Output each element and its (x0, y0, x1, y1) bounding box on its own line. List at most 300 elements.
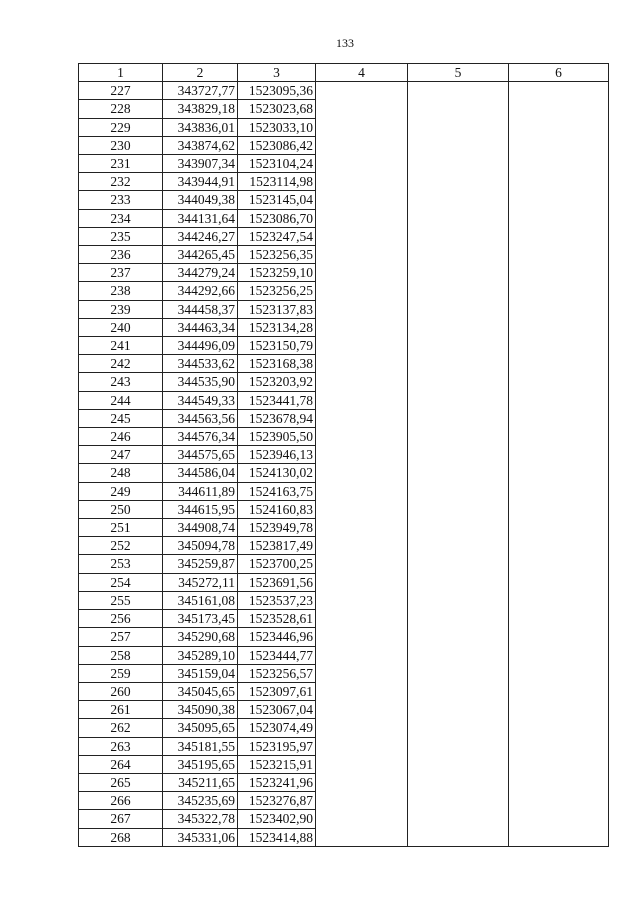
empty-cell-col6 (509, 519, 609, 537)
empty-cell-col4 (316, 155, 408, 173)
y-coordinate-cell: 1523104,24 (238, 155, 316, 173)
empty-cell-col5 (408, 792, 509, 810)
empty-cell-col4 (316, 610, 408, 628)
table-row (79, 282, 609, 300)
table-row (79, 409, 609, 427)
empty-cell-col6 (509, 591, 609, 609)
point-number-cell: 243 (79, 373, 163, 391)
point-number-cell: 253 (79, 555, 163, 573)
empty-cell-col5 (408, 282, 509, 300)
y-coordinate-cell: 1523195,97 (238, 737, 316, 755)
point-number-cell: 244 (79, 391, 163, 409)
column-header-3: 3 (238, 64, 316, 82)
empty-cell-col4 (316, 482, 408, 500)
y-coordinate-cell: 1523215,91 (238, 755, 316, 773)
point-number-cell: 260 (79, 682, 163, 700)
y-coordinate-cell: 1523134,28 (238, 318, 316, 336)
x-coordinate-cell: 344279,24 (163, 264, 238, 282)
table-row (79, 300, 609, 318)
table-row (79, 209, 609, 227)
table-row (79, 391, 609, 409)
empty-cell-col6 (509, 155, 609, 173)
y-coordinate-cell: 1523402,90 (238, 810, 316, 828)
empty-cell-col6 (509, 573, 609, 591)
empty-cell-col5 (408, 755, 509, 773)
table-row (79, 701, 609, 719)
empty-cell-col4 (316, 573, 408, 591)
y-coordinate-cell: 1523441,78 (238, 391, 316, 409)
table-row (79, 573, 609, 591)
point-number-cell: 232 (79, 173, 163, 191)
empty-cell-col5 (408, 828, 509, 846)
empty-cell-col5 (408, 610, 509, 628)
empty-cell-col6 (509, 537, 609, 555)
x-coordinate-cell: 345161,08 (163, 591, 238, 609)
point-number-cell: 267 (79, 810, 163, 828)
empty-cell-col4 (316, 664, 408, 682)
column-header-6: 6 (509, 64, 609, 82)
point-number-cell: 233 (79, 191, 163, 209)
empty-cell-col6 (509, 664, 609, 682)
empty-cell-col6 (509, 428, 609, 446)
empty-cell-col6 (509, 136, 609, 154)
x-coordinate-cell: 344049,38 (163, 191, 238, 209)
table-row (79, 500, 609, 518)
y-coordinate-cell: 1523168,38 (238, 355, 316, 373)
table-row (79, 446, 609, 464)
empty-cell-col4 (316, 391, 408, 409)
empty-cell-col4 (316, 591, 408, 609)
point-number-cell: 264 (79, 755, 163, 773)
empty-cell-col4 (316, 519, 408, 537)
empty-cell-col6 (509, 209, 609, 227)
empty-cell-col5 (408, 209, 509, 227)
empty-cell-col5 (408, 337, 509, 355)
x-coordinate-cell: 344246,27 (163, 227, 238, 245)
table-row (79, 482, 609, 500)
point-number-cell: 262 (79, 719, 163, 737)
y-coordinate-cell: 1523678,94 (238, 409, 316, 427)
y-coordinate-cell: 1523241,96 (238, 773, 316, 791)
point-number-cell: 261 (79, 701, 163, 719)
y-coordinate-cell: 1523446,96 (238, 628, 316, 646)
point-number-cell: 242 (79, 355, 163, 373)
empty-cell-col5 (408, 519, 509, 537)
x-coordinate-cell: 343836,01 (163, 118, 238, 136)
empty-cell-col6 (509, 500, 609, 518)
table-row (79, 555, 609, 573)
empty-cell-col5 (408, 373, 509, 391)
empty-cell-col4 (316, 100, 408, 118)
x-coordinate-cell: 345045,65 (163, 682, 238, 700)
empty-cell-col6 (509, 300, 609, 318)
x-coordinate-cell: 345195,65 (163, 755, 238, 773)
x-coordinate-cell: 345322,78 (163, 810, 238, 828)
empty-cell-col6 (509, 355, 609, 373)
page-number: 133 (336, 36, 354, 50)
y-coordinate-cell: 1523086,42 (238, 136, 316, 154)
empty-cell-col6 (509, 755, 609, 773)
x-coordinate-cell: 344575,65 (163, 446, 238, 464)
empty-cell-col5 (408, 100, 509, 118)
empty-cell-col6 (509, 737, 609, 755)
x-coordinate-cell: 343829,18 (163, 100, 238, 118)
empty-cell-col4 (316, 701, 408, 719)
empty-cell-col5 (408, 464, 509, 482)
y-coordinate-cell: 1523691,56 (238, 573, 316, 591)
empty-cell-col4 (316, 300, 408, 318)
table-row (79, 664, 609, 682)
empty-cell-col5 (408, 409, 509, 427)
empty-cell-col4 (316, 409, 408, 427)
point-number-cell: 257 (79, 628, 163, 646)
empty-cell-col4 (316, 537, 408, 555)
empty-cell-col6 (509, 682, 609, 700)
empty-cell-col5 (408, 719, 509, 737)
x-coordinate-cell: 345173,45 (163, 610, 238, 628)
x-coordinate-cell: 344611,89 (163, 482, 238, 500)
empty-cell-col5 (408, 773, 509, 791)
point-number-cell: 250 (79, 500, 163, 518)
x-coordinate-cell: 345235,69 (163, 792, 238, 810)
empty-cell-col4 (316, 810, 408, 828)
point-number-cell: 231 (79, 155, 163, 173)
table-row (79, 100, 609, 118)
empty-cell-col6 (509, 100, 609, 118)
empty-cell-col5 (408, 173, 509, 191)
coordinates-table (78, 63, 609, 847)
point-number-cell: 235 (79, 227, 163, 245)
y-coordinate-cell: 1523700,25 (238, 555, 316, 573)
table-row (79, 355, 609, 373)
table-row (79, 537, 609, 555)
point-number-cell: 246 (79, 428, 163, 446)
empty-cell-col4 (316, 719, 408, 737)
empty-cell-col5 (408, 318, 509, 336)
empty-cell-col6 (509, 82, 609, 100)
empty-cell-col6 (509, 646, 609, 664)
point-number-cell: 252 (79, 537, 163, 555)
empty-cell-col5 (408, 682, 509, 700)
empty-cell-col6 (509, 446, 609, 464)
empty-cell-col4 (316, 464, 408, 482)
point-number-cell: 254 (79, 573, 163, 591)
empty-cell-col5 (408, 428, 509, 446)
empty-cell-col4 (316, 173, 408, 191)
empty-cell-col5 (408, 591, 509, 609)
empty-cell-col6 (509, 701, 609, 719)
empty-cell-col4 (316, 646, 408, 664)
empty-cell-col6 (509, 118, 609, 136)
x-coordinate-cell: 344265,45 (163, 246, 238, 264)
y-coordinate-cell: 1523256,25 (238, 282, 316, 300)
empty-cell-col5 (408, 118, 509, 136)
y-coordinate-cell: 1524163,75 (238, 482, 316, 500)
table-row (79, 155, 609, 173)
y-coordinate-cell: 1523247,54 (238, 227, 316, 245)
table-row (79, 264, 609, 282)
point-number-cell: 251 (79, 519, 163, 537)
point-number-cell: 249 (79, 482, 163, 500)
empty-cell-col4 (316, 755, 408, 773)
x-coordinate-cell: 345259,87 (163, 555, 238, 573)
empty-cell-col6 (509, 464, 609, 482)
table-row (79, 755, 609, 773)
point-number-cell: 265 (79, 773, 163, 791)
table-header-row (79, 64, 609, 82)
empty-cell-col4 (316, 82, 408, 100)
table-row (79, 428, 609, 446)
empty-cell-col5 (408, 664, 509, 682)
table-row (79, 136, 609, 154)
y-coordinate-cell: 1523095,36 (238, 82, 316, 100)
point-number-cell: 238 (79, 282, 163, 300)
empty-cell-col6 (509, 792, 609, 810)
empty-cell-col6 (509, 337, 609, 355)
y-coordinate-cell: 1523033,10 (238, 118, 316, 136)
x-coordinate-cell: 345272,11 (163, 573, 238, 591)
empty-cell-col5 (408, 300, 509, 318)
empty-cell-col4 (316, 737, 408, 755)
point-number-cell: 230 (79, 136, 163, 154)
x-coordinate-cell: 344908,74 (163, 519, 238, 537)
empty-cell-col6 (509, 246, 609, 264)
point-number-cell: 263 (79, 737, 163, 755)
table-row (79, 628, 609, 646)
x-coordinate-cell: 343874,62 (163, 136, 238, 154)
x-coordinate-cell: 344496,09 (163, 337, 238, 355)
empty-cell-col5 (408, 555, 509, 573)
table-row (79, 828, 609, 846)
empty-cell-col5 (408, 264, 509, 282)
empty-cell-col4 (316, 555, 408, 573)
empty-cell-col4 (316, 227, 408, 245)
empty-cell-col6 (509, 810, 609, 828)
empty-cell-col4 (316, 355, 408, 373)
empty-cell-col4 (316, 792, 408, 810)
y-coordinate-cell: 1523203,92 (238, 373, 316, 391)
table-row (79, 810, 609, 828)
empty-cell-col5 (408, 482, 509, 500)
empty-cell-col6 (509, 555, 609, 573)
x-coordinate-cell: 345290,68 (163, 628, 238, 646)
y-coordinate-cell: 1524130,02 (238, 464, 316, 482)
point-number-cell: 228 (79, 100, 163, 118)
empty-cell-col6 (509, 191, 609, 209)
y-coordinate-cell: 1523097,61 (238, 682, 316, 700)
y-coordinate-cell: 1523528,61 (238, 610, 316, 628)
y-coordinate-cell: 1523086,70 (238, 209, 316, 227)
y-coordinate-cell: 1523817,49 (238, 537, 316, 555)
point-number-cell: 229 (79, 118, 163, 136)
x-coordinate-cell: 344576,34 (163, 428, 238, 446)
table-row (79, 682, 609, 700)
point-number-cell: 268 (79, 828, 163, 846)
table-row (79, 373, 609, 391)
point-number-cell: 245 (79, 409, 163, 427)
x-coordinate-cell: 345159,04 (163, 664, 238, 682)
x-coordinate-cell: 344535,90 (163, 373, 238, 391)
empty-cell-col6 (509, 264, 609, 282)
empty-cell-col4 (316, 428, 408, 446)
empty-cell-col4 (316, 191, 408, 209)
x-coordinate-cell: 345095,65 (163, 719, 238, 737)
point-number-cell: 234 (79, 209, 163, 227)
x-coordinate-cell: 344586,04 (163, 464, 238, 482)
x-coordinate-cell: 343944,91 (163, 173, 238, 191)
x-coordinate-cell: 345181,55 (163, 737, 238, 755)
table-row (79, 118, 609, 136)
empty-cell-col5 (408, 628, 509, 646)
y-coordinate-cell: 1524160,83 (238, 500, 316, 518)
table-row (79, 719, 609, 737)
empty-cell-col5 (408, 391, 509, 409)
table-row (79, 246, 609, 264)
empty-cell-col4 (316, 446, 408, 464)
table-row (79, 337, 609, 355)
table-row (79, 646, 609, 664)
table-row (79, 464, 609, 482)
point-number-cell: 241 (79, 337, 163, 355)
empty-cell-col5 (408, 355, 509, 373)
empty-cell-col5 (408, 82, 509, 100)
table-row (79, 610, 609, 628)
column-header-4: 4 (316, 64, 408, 82)
table-row (79, 591, 609, 609)
table-row (79, 173, 609, 191)
x-coordinate-cell: 345289,10 (163, 646, 238, 664)
y-coordinate-cell: 1523276,87 (238, 792, 316, 810)
column-header-1: 1 (79, 64, 163, 82)
empty-cell-col4 (316, 264, 408, 282)
point-number-cell: 255 (79, 591, 163, 609)
empty-cell-col4 (316, 282, 408, 300)
empty-cell-col5 (408, 737, 509, 755)
x-coordinate-cell: 344533,62 (163, 355, 238, 373)
point-number-cell: 256 (79, 610, 163, 628)
empty-cell-col6 (509, 719, 609, 737)
x-coordinate-cell: 344615,95 (163, 500, 238, 518)
y-coordinate-cell: 1523414,88 (238, 828, 316, 846)
table-row (79, 227, 609, 245)
y-coordinate-cell: 1523074,49 (238, 719, 316, 737)
empty-cell-col6 (509, 227, 609, 245)
x-coordinate-cell: 345331,06 (163, 828, 238, 846)
table-row (79, 191, 609, 209)
column-header-5: 5 (408, 64, 509, 82)
x-coordinate-cell: 345090,38 (163, 701, 238, 719)
empty-cell-col4 (316, 773, 408, 791)
x-coordinate-cell: 344463,34 (163, 318, 238, 336)
empty-cell-col6 (509, 482, 609, 500)
empty-cell-col4 (316, 373, 408, 391)
table-row (79, 82, 609, 100)
empty-cell-col5 (408, 500, 509, 518)
x-coordinate-cell: 344549,33 (163, 391, 238, 409)
x-coordinate-cell: 344563,56 (163, 409, 238, 427)
empty-cell-col6 (509, 318, 609, 336)
x-coordinate-cell: 344292,66 (163, 282, 238, 300)
table-body (79, 82, 609, 847)
y-coordinate-cell: 1523259,10 (238, 264, 316, 282)
empty-cell-col6 (509, 373, 609, 391)
x-coordinate-cell: 344131,64 (163, 209, 238, 227)
empty-cell-col5 (408, 701, 509, 719)
empty-cell-col4 (316, 246, 408, 264)
empty-cell-col4 (316, 828, 408, 846)
empty-cell-col5 (408, 646, 509, 664)
empty-cell-col6 (509, 828, 609, 846)
x-coordinate-cell: 343727,77 (163, 82, 238, 100)
table-row (79, 318, 609, 336)
y-coordinate-cell: 1523949,78 (238, 519, 316, 537)
y-coordinate-cell: 1523256,57 (238, 664, 316, 682)
point-number-cell: 227 (79, 82, 163, 100)
empty-cell-col4 (316, 118, 408, 136)
empty-cell-col5 (408, 573, 509, 591)
empty-cell-col4 (316, 628, 408, 646)
point-number-cell: 248 (79, 464, 163, 482)
y-coordinate-cell: 1523256,35 (238, 246, 316, 264)
x-coordinate-cell: 344458,37 (163, 300, 238, 318)
empty-cell-col5 (408, 155, 509, 173)
y-coordinate-cell: 1523150,79 (238, 337, 316, 355)
y-coordinate-cell: 1523946,13 (238, 446, 316, 464)
y-coordinate-cell: 1523114,98 (238, 173, 316, 191)
empty-cell-col4 (316, 136, 408, 154)
empty-cell-col5 (408, 191, 509, 209)
empty-cell-col4 (316, 318, 408, 336)
point-number-cell: 247 (79, 446, 163, 464)
empty-cell-col4 (316, 682, 408, 700)
empty-cell-col4 (316, 500, 408, 518)
point-number-cell: 240 (79, 318, 163, 336)
empty-cell-col5 (408, 446, 509, 464)
x-coordinate-cell: 345211,65 (163, 773, 238, 791)
y-coordinate-cell: 1523067,04 (238, 701, 316, 719)
table-row (79, 773, 609, 791)
empty-cell-col5 (408, 537, 509, 555)
point-number-cell: 236 (79, 246, 163, 264)
empty-cell-col4 (316, 337, 408, 355)
table-row (79, 737, 609, 755)
point-number-cell: 237 (79, 264, 163, 282)
table-row (79, 519, 609, 537)
y-coordinate-cell: 1523537,23 (238, 591, 316, 609)
y-coordinate-cell: 1523905,50 (238, 428, 316, 446)
empty-cell-col6 (509, 628, 609, 646)
empty-cell-col6 (509, 409, 609, 427)
y-coordinate-cell: 1523444,77 (238, 646, 316, 664)
empty-cell-col6 (509, 282, 609, 300)
empty-cell-col4 (316, 209, 408, 227)
empty-cell-col5 (408, 227, 509, 245)
empty-cell-col5 (408, 136, 509, 154)
empty-cell-col6 (509, 610, 609, 628)
point-number-cell: 266 (79, 792, 163, 810)
y-coordinate-cell: 1523023,68 (238, 100, 316, 118)
empty-cell-col6 (509, 173, 609, 191)
empty-cell-col5 (408, 246, 509, 264)
y-coordinate-cell: 1523137,83 (238, 300, 316, 318)
y-coordinate-cell: 1523145,04 (238, 191, 316, 209)
point-number-cell: 258 (79, 646, 163, 664)
empty-cell-col6 (509, 391, 609, 409)
column-header-2: 2 (163, 64, 238, 82)
empty-cell-col6 (509, 773, 609, 791)
empty-cell-col5 (408, 810, 509, 828)
x-coordinate-cell: 345094,78 (163, 537, 238, 555)
